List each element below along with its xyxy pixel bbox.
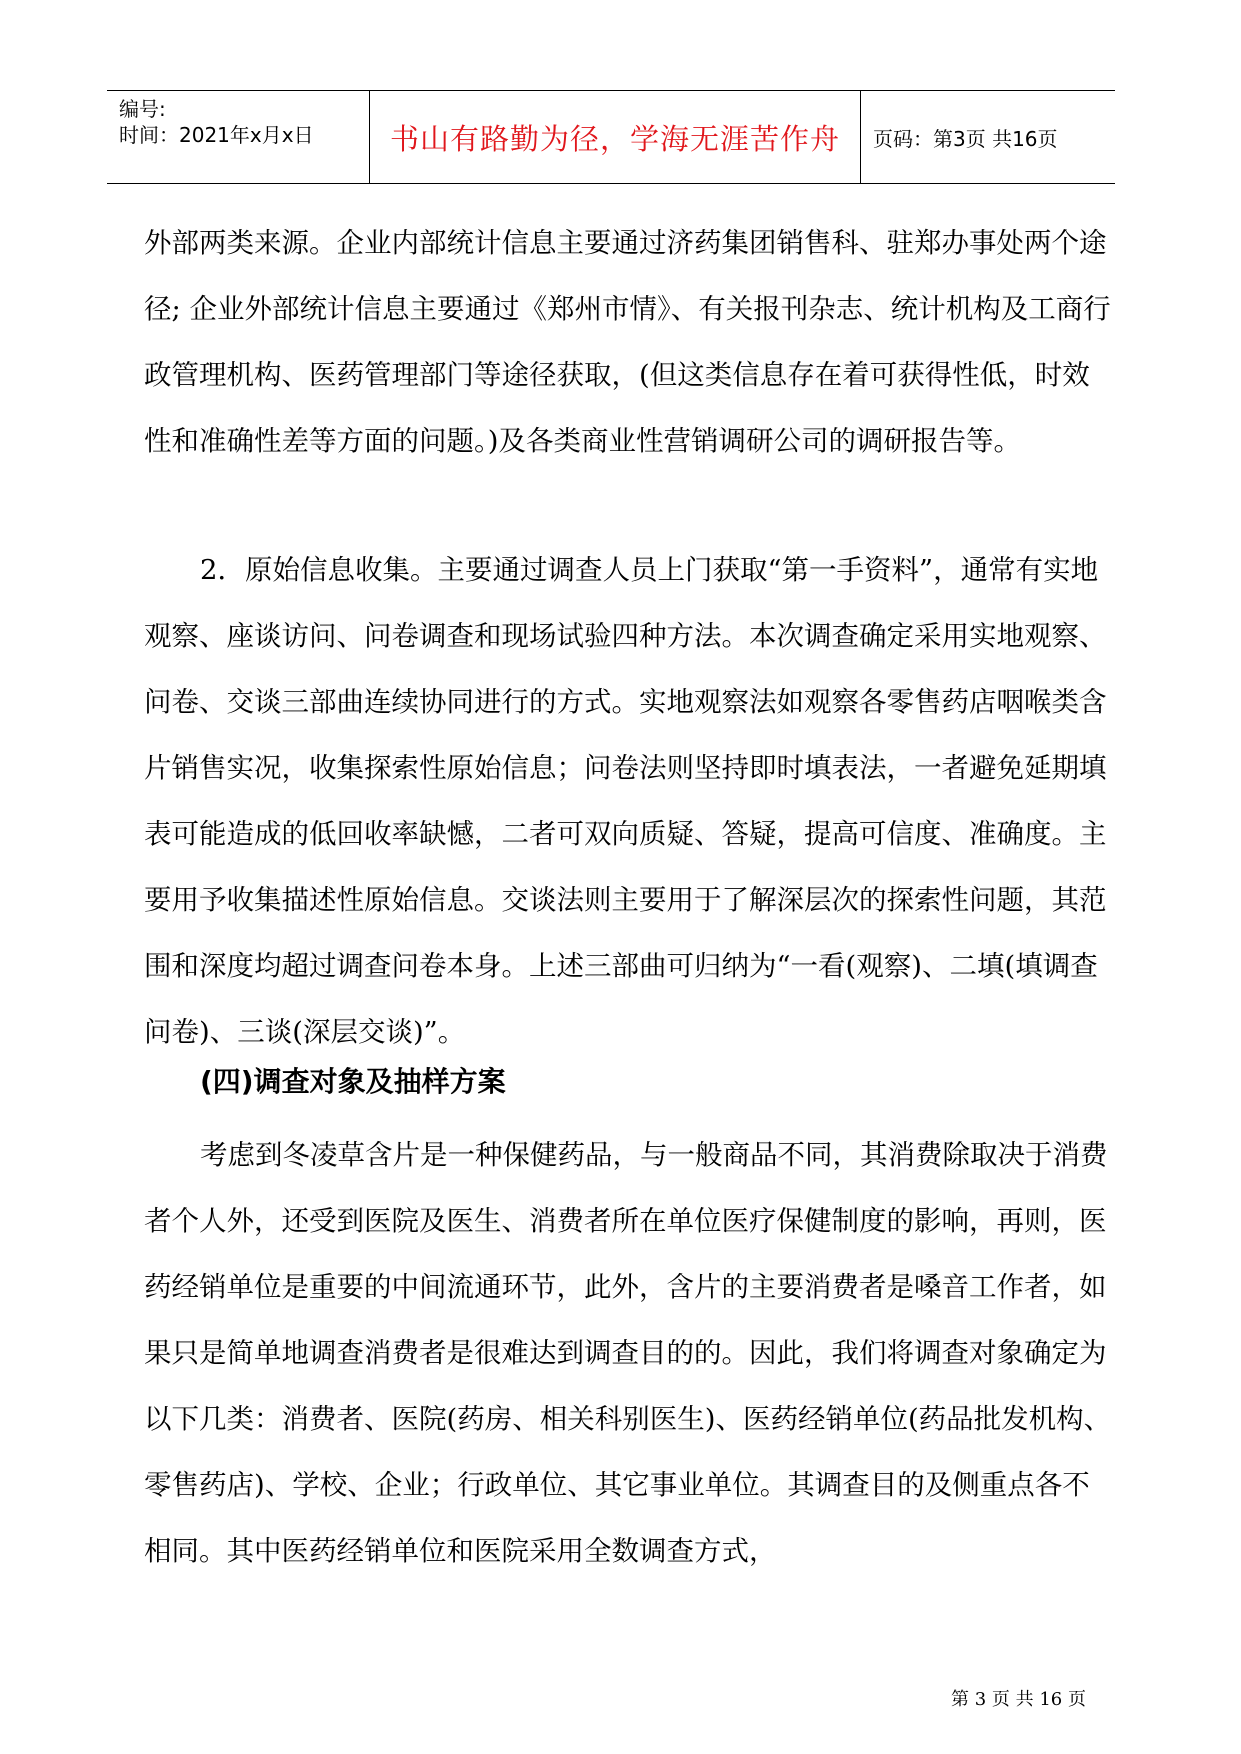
section-heading: (四)调查对象及抽样方案	[200, 1065, 506, 1098]
header-left-cell	[107, 91, 370, 183]
header-right-cell	[861, 91, 1115, 183]
document-number-label: 编号:	[119, 97, 166, 121]
footer-page-number: 第 3 页 共 16 页	[951, 1689, 1086, 1710]
header-page-label: 页码：第3页 共16页	[873, 126, 1058, 151]
body-paragraph-1: 外部两类来源。企业内部统计信息主要通过济药集团销售科、驻郑办事处两个途径; 企业外部统计信息主要通过《郑州市情》、有关报刊杂志、统计机构及工商行政管理机构、医药管理部门等途径获取，(但这类信息存在着可获得性低，时效性和准确性差等方面的问题。)及各类商业性营销调研公司的调研报告等。	[144, 227, 1111, 457]
body-paragraph-2: 2．原始信息收集。主要通过调查人员上门获取“第一手资料”，通常有实地观察、座谈访问、问卷调查和现场试验四种方法。本次调查确定采用实地观察、问卷、交谈三部曲连续协同进行的方式。实地观察法如观察各零售药店咽喉类含片销售实况，收集探索性原始信息；问卷法则坚持即时填表法，一者避免延期填表可能造成的低回收率缺憾，二者可双向质疑、答疑，提高可信度、准确度。主要用予收集描述性原始信息。交谈法则主要用于了解深层次的探索性问题，其范围和深度均超过调查问卷本身。上述三部曲可归纳为“一看(观察)、二填(填调查问卷)、三谈(深层交谈)”。	[144, 554, 1107, 1048]
document-time-label: 时间：2021年x月x日	[119, 123, 314, 147]
header-center-cell	[370, 91, 861, 183]
header-table	[107, 90, 1115, 184]
header-motto: 书山有路勤为径，学海无涯苦作舟	[389, 121, 840, 156]
body-paragraph-3: 考虑到冬凌草含片是一种保健药品，与一般商品不同，其消费除取决于消费者个人外，还受到医院及医生、消费者所在单位医疗保健制度的影响，再则，医药经销单位是重要的中间流通环节，此外，含片的主要消费者是嗓音工作者，如果只是简单地调查消费者是很难达到调查目的的。因此，我们将调查对象确定为以下几类：消费者、医院(药房、相关科别医生)、医药经销单位(药品批发机构、零售药店)、学校、企业；行政单位、其它事业单位。其调查目的及侧重点各不相同。其中医药经销单位和医院采用全数调查方式，	[144, 1139, 1112, 1567]
